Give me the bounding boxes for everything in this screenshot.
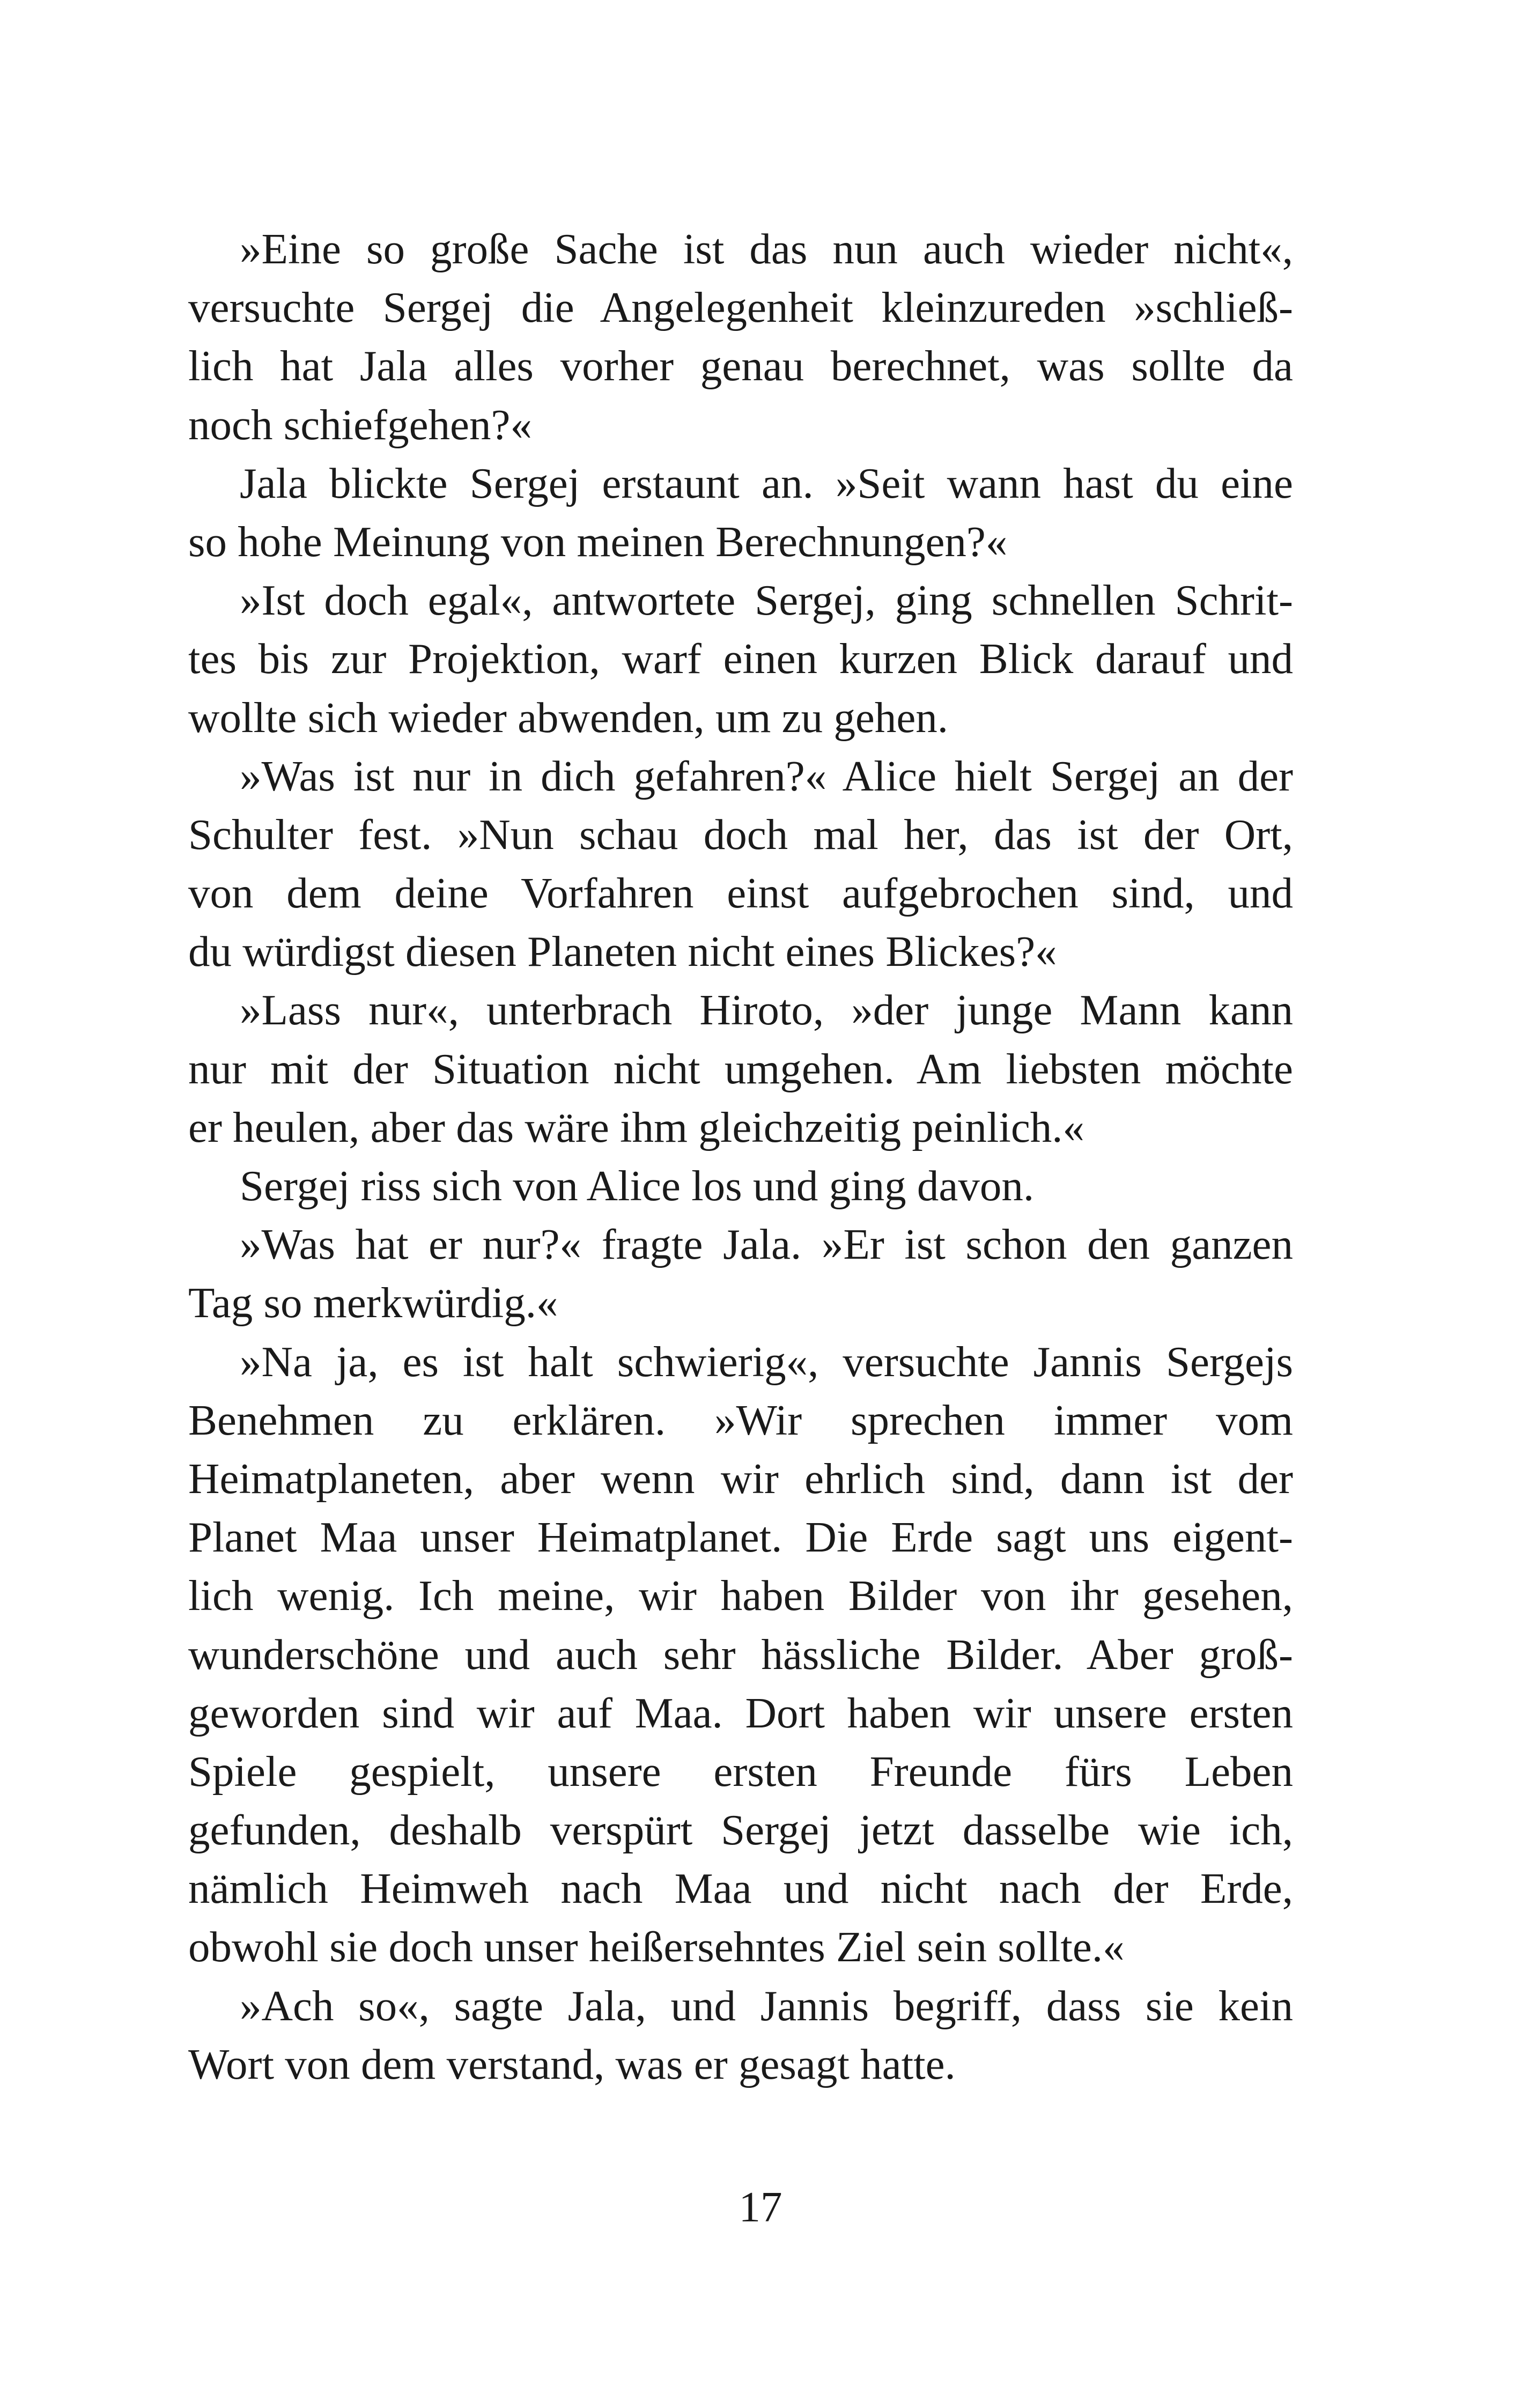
text-line: Tag so merkwürdig.« xyxy=(188,1279,558,1327)
text-line: tes bis zur Projektion, warf einen kurzen Blick darauf und xyxy=(188,634,1293,683)
text-line: Schulter fest. »Nun schau doch mal her, das ist der Ort, xyxy=(188,810,1293,859)
text-line: »Ach so«, sagte Jala, und Jannis begriff, dass sie kein xyxy=(240,1981,1293,2030)
text-line: wunderschöne und auch sehr hässliche Bilder. Aber groß- xyxy=(188,1630,1293,1679)
text-line: Wort von dem verstand, was er gesagt hatte. xyxy=(188,2040,956,2088)
body-text xyxy=(188,220,1293,2094)
text-line: du würdigst diesen Planeten nicht eines Blickes?« xyxy=(188,927,1057,976)
text-line: gefunden, deshalb verspürt Sergej jetzt dasselbe wie ich, xyxy=(188,1806,1293,1855)
text-line: Benehmen zu erklären. »Wir sprechen immer vom xyxy=(188,1395,1293,1444)
text-line: von dem deine Vorfahren einst aufgebrochen sind, und xyxy=(188,869,1293,918)
text-line: »Na ja, es ist halt schwierig«, versuchte Jannis Sergejs xyxy=(240,1337,1293,1386)
text-line: Spiele gespielt, unsere ersten Freunde fürs Leben xyxy=(188,1747,1293,1796)
text-line: versuchte Sergej die Angelegenheit kleinzureden »schließ- xyxy=(188,283,1293,332)
text-line: »Was ist nur in dich gefahren?« Alice hielt Sergej an der xyxy=(240,751,1293,800)
text-line: lich wenig. Ich meine, wir haben Bilder von ihr gesehen, xyxy=(188,1571,1293,1620)
text-line: so hohe Meinung von meinen Berechnungen?« xyxy=(188,517,1008,566)
text-line: lich hat Jala alles vorher genau berechnet, was sollte da xyxy=(188,342,1293,390)
text-line: nur mit der Situation nicht umgehen. Am liebsten möchte xyxy=(188,1044,1293,1093)
text-line: »Eine so große Sache ist das nun auch wieder nicht«, xyxy=(240,225,1293,273)
text-line: Planet Maa unser Heimatplanet. Die Erde sagt uns eigent- xyxy=(188,1513,1293,1562)
text-line: obwohl sie doch unser heißersehntes Ziel sein sollte.« xyxy=(188,1923,1125,1971)
text-line: geworden sind wir auf Maa. Dort haben wir unsere ersten xyxy=(188,1688,1293,1737)
text-line: er heulen, aber das wäre ihm gleichzeitig peinlich.« xyxy=(188,1103,1085,1151)
text-line: Sergej riss sich von Alice los und ging davon. xyxy=(240,1162,1035,1210)
text-line: nämlich Heimweh nach Maa und nicht nach der Erde, xyxy=(188,1864,1293,1913)
text-line: »Lass nur«, unterbrach Hiroto, »der junge Mann kann xyxy=(240,986,1293,1035)
text-line: Heimatplaneten, aber wenn wir ehrlich sind, dann ist der xyxy=(188,1454,1293,1503)
text-line: noch schiefgehen?« xyxy=(188,400,532,449)
page-number: 17 xyxy=(739,2183,782,2231)
text-line: »Was hat er nur?« fragte Jala. »Er ist schon den ganzen xyxy=(240,1220,1293,1269)
text-line: Jala blickte Sergej erstaunt an. »Seit wann hast du eine xyxy=(240,459,1293,507)
text-line: wollte sich wieder abwenden, um zu gehen. xyxy=(188,693,949,742)
text-line: »Ist doch egal«, antwortete Sergej, ging schnellen Schrit- xyxy=(240,576,1293,625)
